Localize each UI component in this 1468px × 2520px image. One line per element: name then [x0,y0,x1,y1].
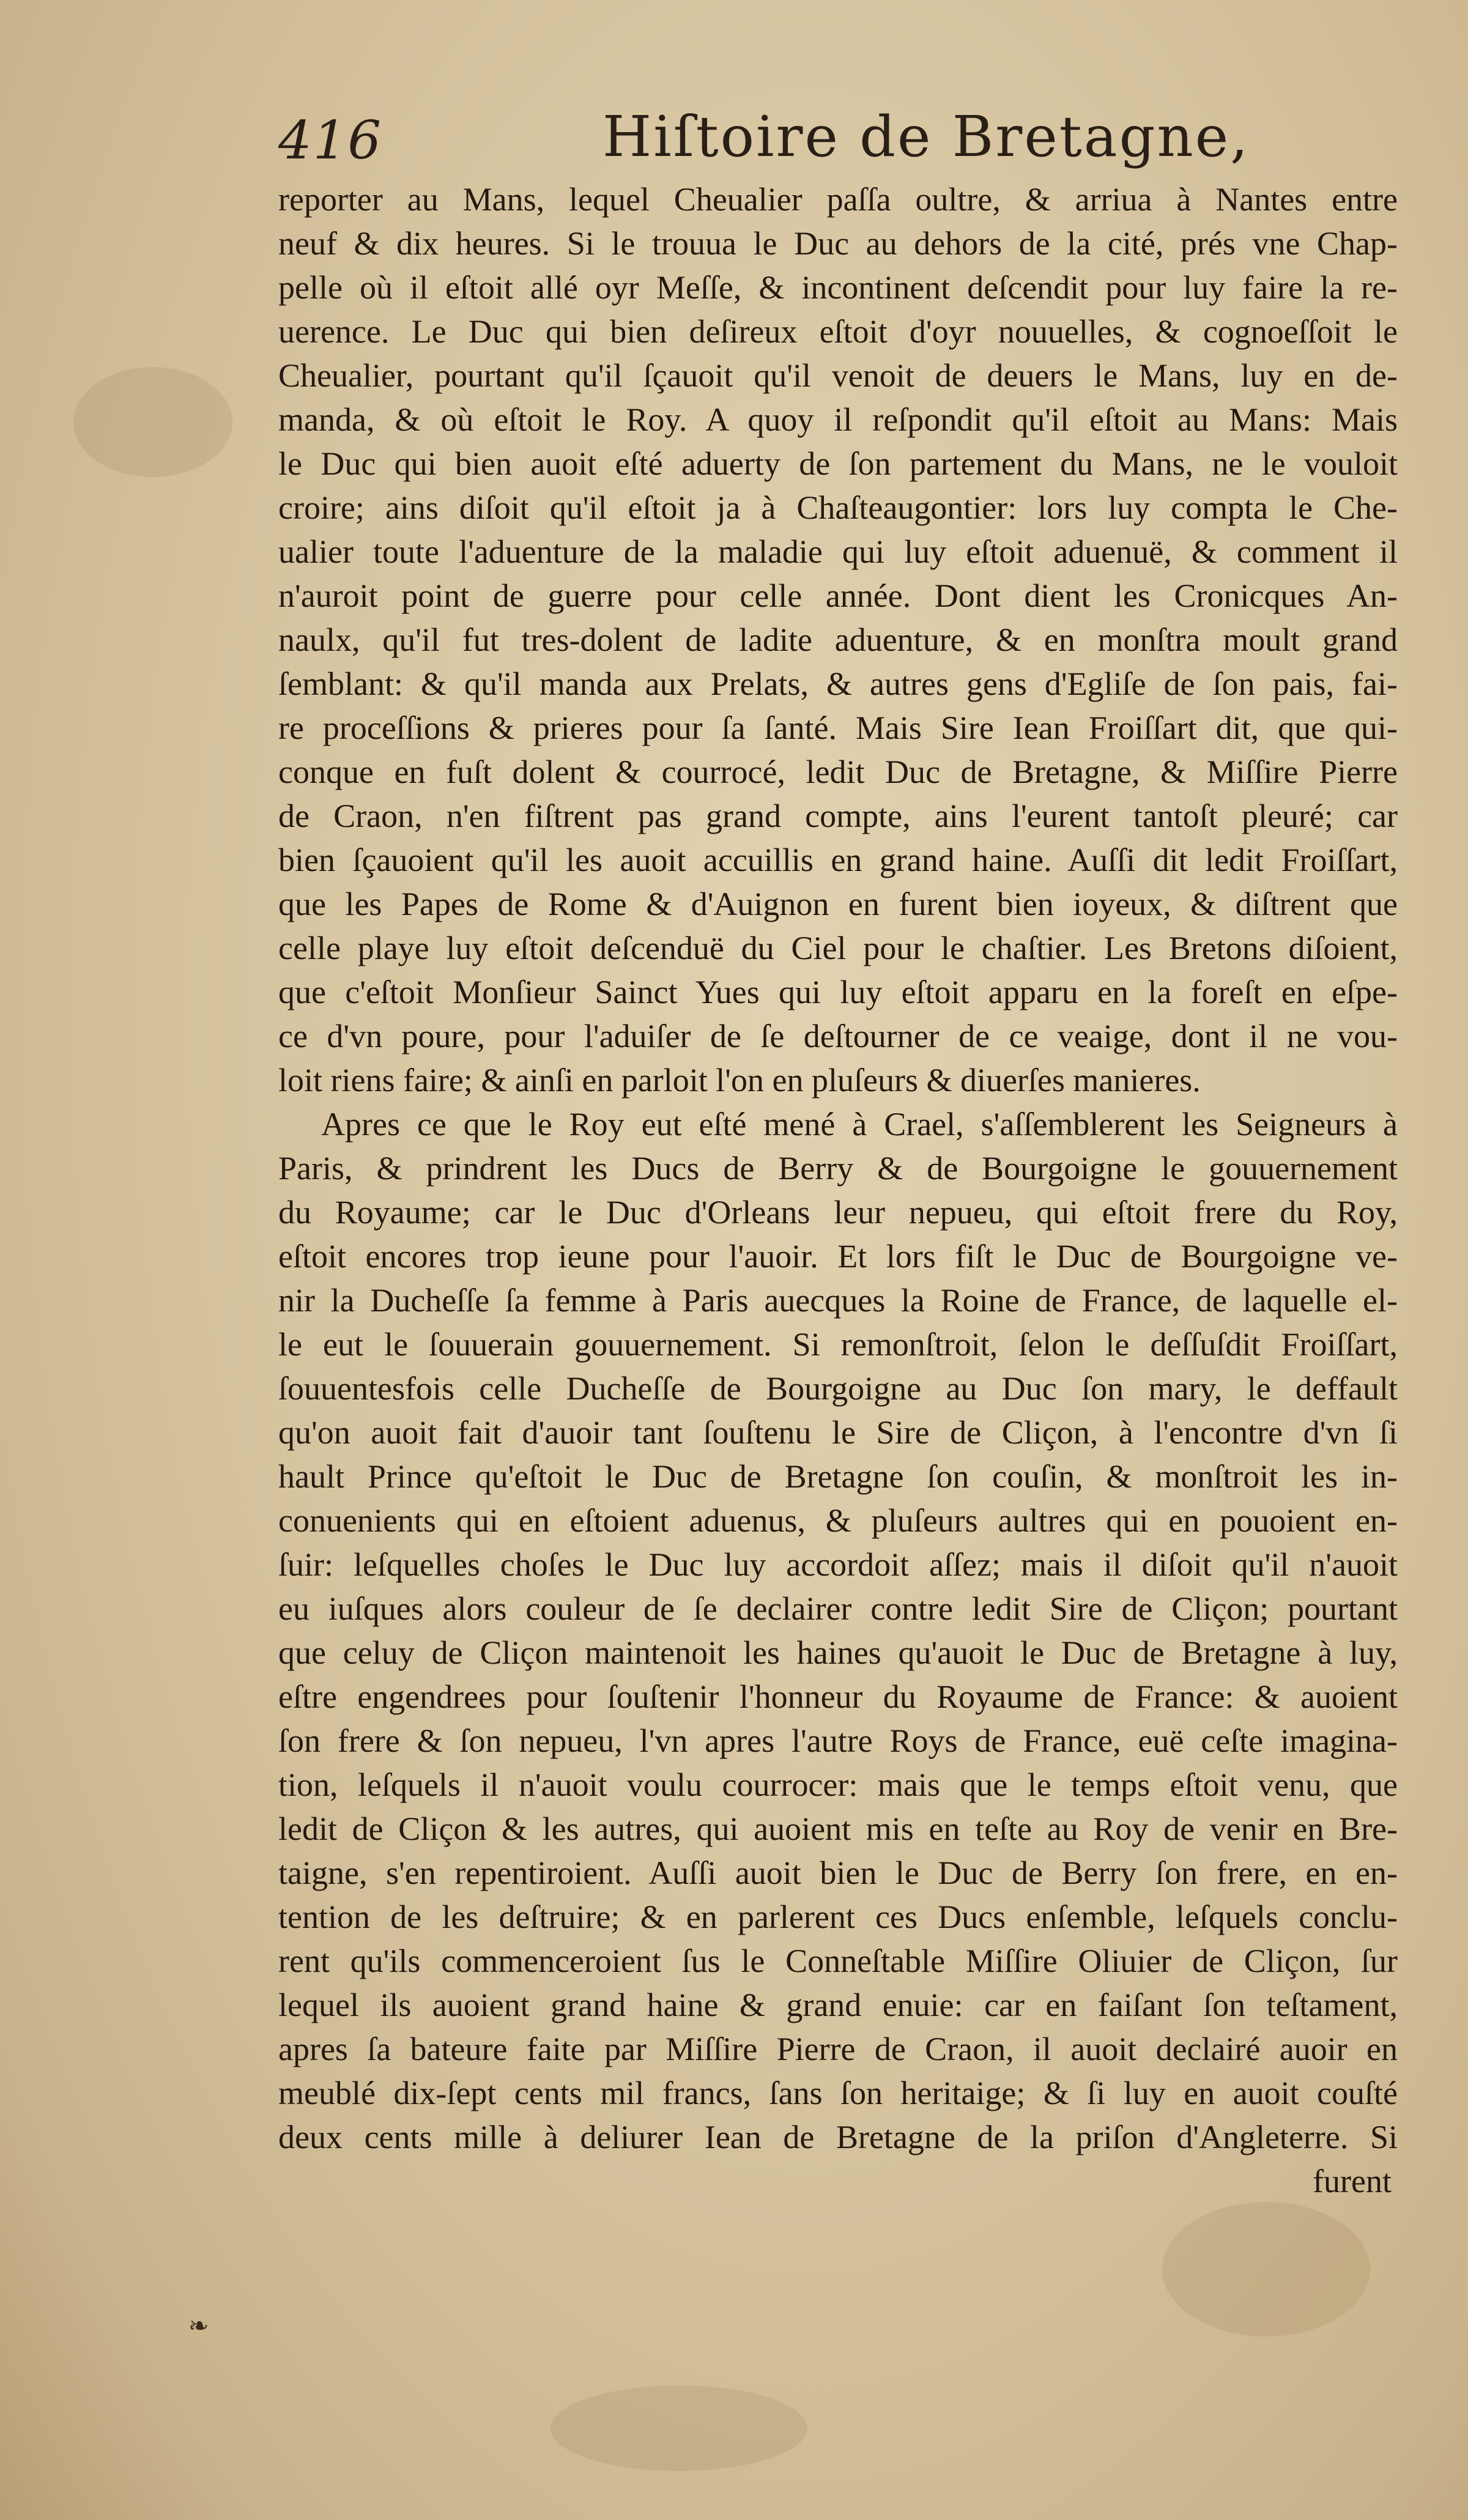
text-line: ledit de Cliçon & les autres, qui auoient mis en teſte au Roy de venir en Bre- [278,1810,1398,1847]
text-line: meublé dix-ſept cents mil francs, ſans ſon heritaige; & ſi luy en auoit couſté [278,2075,1398,2111]
text-line: reporter au Mans, lequel Cheualier paſſa oultre, & arriua à Nantes entre [278,181,1398,218]
text-line: eu iuſques alors couleur de ſe declairer contre ledit Sire de Cliçon; pourtant [278,1590,1398,1627]
text-line: de Craon, n'en fiſtrent pas grand compte, ains l'eurent tantoſt pleuré; car [278,798,1398,834]
text-line: tention de les deſtruire; & en parlerent ces Ducs enſemble, leſquels conclu- [278,1899,1398,1935]
text-line: hault Prince qu'eſtoit le Duc de Bretagne ſon couſin, & monſtroit les in- [278,1458,1398,1495]
text-line: qu'on auoit fait d'auoir tant ſouſtenu le Sire de Cliçon, à l'encontre d'vn ſi [278,1414,1398,1451]
text-line: loit riens faire; & ainſi en parloit l'on en pluſeurs & diuerſes manieres. [278,1062,1201,1099]
text-line: que les Papes de Rome & d'Auignon en furent bien ioyeux, & diſtrent que [278,886,1398,922]
text-line: tion, leſquels il n'auoit voulu courrocer: mais que le temps eſtoit venu, que [278,1766,1398,1803]
text-line: neuf & dix heures. Si le trouua le Duc au dehors de la cité, prés vne Chap- [278,225,1398,262]
text-line: que c'eſtoit Monſieur Sainct Yues qui luy eſtoit apparu en la foreſt en eſpe- [278,974,1398,1010]
page-number: 416 [278,110,383,171]
text-line: ce d'vn poure, pour l'aduiſer de ſe deſtourner de ce veaige, dont il ne vou- [278,1018,1398,1054]
text-line: apres ſa bateure faite par Miſſire Pierre de Craon, il auoit declairé auoir en [278,2031,1398,2067]
text-line: nir la Ducheſſe ſa femme à Paris auecques la Roine de France, de laquelle el- [278,1282,1398,1319]
text-line: naulx, qu'il fut tres-dolent de ladite aduenture, & en monſtra moult grand [278,621,1398,658]
paper-stain [73,367,232,477]
text-line: Cheualier, pourtant qu'il ſçauoit qu'il venoit de deuers le Mans, luy en de- [278,357,1398,394]
text-line: le Duc qui bien auoit eſté aduerty de ſon partement du Mans, ne le vouloit [278,445,1398,482]
paper-stain [550,2385,807,2471]
paragraph-1 [278,177,1398,1102]
text-line: rent qu'ils commenceroient ſus le Conneſtable Miſſire Oliuier de Cliçon, ſur [278,1943,1398,1979]
text-line: lequel ils auoient grand haine & grand enuie: car en faiſant ſon teſtament, [278,1987,1398,2023]
text-line: le eut le ſouuerain gouuernement. Si remonſtroit, ſelon le deſſuſdit Froiſſart, [278,1326,1398,1363]
text-line: uerence. Le Duc qui bien deſireux eſtoit d'oyr nouuelles, & cognoeſſoit le [278,313,1398,350]
text-line: celle playe luy eſtoit deſcenduë du Ciel pour le chaſtier. Les Bretons diſoient, [278,930,1398,966]
text-line: eſtre engendrees pour ſouſtenir l'honneur du Royaume de France: & auoient [278,1678,1398,1715]
text-line: ſouuentesfois celle Ducheſſe de Bourgoigne au Duc ſon mary, le deffault [278,1370,1398,1407]
text-line: Apres ce que le Roy eut eſté mené à Crael, s'aſſemblerent les Seigneurs à [321,1106,1398,1143]
text-line: eſtoit encores trop ieune pour l'auoir. Et lors fiſt le Duc de Bourgoigne ve- [278,1238,1398,1275]
text-line: manda, & où eſtoit le Roy. A quoy il reſpondit qu'il eſtoit au Mans: Mais [278,401,1398,438]
text-line: ualier toute l'aduenture de la maladie qui luy eſtoit aduenuë, & comment il [278,533,1398,570]
text-line: pelle où il eſtoit allé oyr Meſſe, & incontinent deſcendit pour luy faire la re- [278,269,1398,306]
paragraph-2 [278,1102,1398,2159]
page-header [278,104,1398,190]
ink-mark-icon: ❧ [188,2312,209,2340]
text-line: n'auroit point de guerre pour celle année. Dont dient les Cronicques An- [278,577,1398,614]
text-line: que celuy de Cliçon maintenoit les haines qu'auoit le Duc de Bretagne à luy, [278,1634,1398,1671]
text-line: ſemblant: & qu'il manda aux Prelats, & autres gens d'Egliſe de ſon pais, fai- [278,665,1398,702]
text-line: ſon frere & ſon nepueu, l'vn apres l'autre Roys de France, euë ceſte imagina- [278,1722,1398,1759]
catchword: furent [1313,2163,1392,2199]
text-block [278,177,1398,2203]
paper-stain [1162,2202,1370,2337]
text-line: bien ſçauoient qu'il les auoit accuillis en grand haine. Auſſi dit ledit Froiſſart, [278,842,1398,878]
text-line: conuenients qui en eſtoient aduenus, & pluſeurs aultres qui en pouoient en- [278,1502,1398,1539]
text-line: conque en fuſt dolent & courrocé, ledit Duc de Bretagne, & Miſſire Pierre [278,754,1398,790]
text-line: deux cents mille à deliurer Iean de Bretagne de la priſon d'Angleterre. Si [278,2119,1398,2155]
text-line: du Royaume; car le Duc d'Orleans leur nepueu, qui eſtoit frere du Roy, [278,1194,1398,1231]
text-line: Paris, & prindrent les Ducs de Berry & de Bourgoigne le gouuernement [278,1150,1398,1187]
text-line: taigne, s'en repentiroient. Auſſi auoit bien le Duc de Berry ſon frere, en en- [278,1855,1398,1891]
text-line: ſuir: leſquelles choſes le Duc luy accordoit aſſez; mais il diſoit qu'il n'auoit [278,1546,1398,1583]
running-title: Hiſtoire de Bretagne, [602,104,1250,169]
text-line: croire; ains diſoit qu'il eſtoit ja à Chaſteaugontier: lors luy compta le Che- [278,489,1398,526]
text-line: re proceſſions & prieres pour ſa ſanté. Mais Sire Iean Froiſſart dit, que qui- [278,710,1398,746]
